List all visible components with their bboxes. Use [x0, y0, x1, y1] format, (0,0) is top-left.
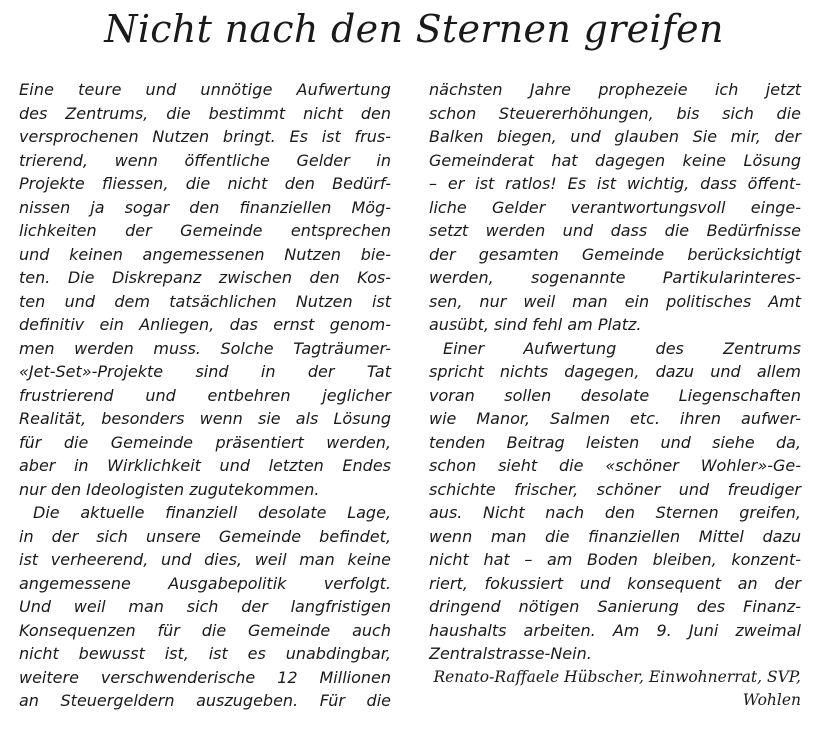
right-column-line: der gesamten Gemeinde berücksichtigt [429, 244, 801, 264]
left-column-line: in der sich unsere Gemeinde befindet, [19, 526, 391, 546]
signature-line: Wohlen [742, 691, 801, 709]
left-column-line: und keinen angemessenen Nutzen bie- [19, 244, 391, 264]
right-column-line: nicht hat – am Boden bleiben, konzent- [429, 550, 801, 569]
left-column-line: Realität, besonders wenn sie als Lösung [19, 409, 391, 428]
right-column-line: Gemeinderat hat dagegen keine Lösung [429, 150, 801, 170]
right-column-line: riert, fokussiert und konsequent an der [429, 573, 801, 593]
left-column-line: nissen ja sogar den finanziellen Mög- [19, 197, 391, 217]
right-column-line: liche Gelder verantwortungsvoll einge- [429, 197, 801, 217]
left-column-line: frustrierend und entbehren jeglicher [19, 385, 391, 405]
left-column-line: definitiv ein Anliegen, das ernst genom- [19, 315, 391, 334]
right-column-line: dringend nötigen Sanierung des Finanz- [429, 597, 801, 616]
right-column-line: Balken biegen, und glauben Sie mir, der [429, 127, 801, 146]
left-column-line: aber in Wirklichkeit und letzten Endes [19, 456, 391, 475]
right-column-line: schichte frischer, schöner und freudiger [429, 479, 801, 499]
right-column-line: Zentralstrasse-Nein. [429, 644, 592, 663]
right-column-line: voran sollen desolate Liegenschaften [429, 385, 801, 405]
left-column-line: men werden muss. Solche Tagträumer- [19, 338, 391, 358]
right-column-line: wie Manor, Salmen etc. ihren aufwer- [429, 409, 801, 428]
right-column-line: ausübt, sind fehl am Platz. [429, 315, 642, 334]
left-column-line: versprochenen Nutzen bringt. Es ist frus- [19, 127, 391, 146]
right-column-line: werden, sogenannte Partikularinteres- [429, 268, 801, 287]
left-column-line: Projekte fliessen, die nicht den Bedürf- [19, 174, 391, 193]
right-column-line: schon sieht die «schöner Wohler»-Ge- [429, 456, 801, 475]
left-column-line: trierend, wenn öffentliche Gelder in [19, 150, 391, 170]
right-column-line: Einer Aufwertung des Zentrums [443, 338, 801, 358]
left-column-line: für die Gemeinde präsentiert werden, [19, 432, 391, 452]
right-column-line: haushalts arbeiten. Am 9. Juni zweimal [429, 620, 801, 640]
left-column-line: des Zentrums, die bestimmt nicht den [19, 103, 391, 123]
right-column-line: spricht nichts dagegen, dazu und allem [429, 362, 801, 381]
left-text-column [19, 78, 391, 713]
right-column-line: tenden Beitrag leisten und siehe da, [429, 432, 801, 452]
left-column-line: ten und dem tatsächlichen Nutzen ist [19, 291, 391, 311]
left-column-line: Und weil man sich der langfristigen [19, 597, 391, 616]
left-column-line: nur den Ideologisten zugutekommen. [19, 479, 320, 499]
left-column-line: Die aktuelle finanziell desolate Lage, [33, 503, 391, 522]
left-column-line: ist verheerend, und dies, weil man keine [19, 550, 391, 569]
right-column-line: aus. Nicht nach den Sternen greifen, [429, 503, 801, 522]
signature-line: Renato-Raffaele Hübscher, Einwohnerrat, SVP, [433, 667, 801, 686]
left-column-line: Konsequenzen für die Gemeinde auch [19, 620, 391, 640]
left-column-line: angemessene Ausgabepolitik verfolgt. [19, 573, 391, 593]
left-column-line: ten. Die Diskrepanz zwischen den Kos- [19, 268, 391, 287]
right-column-line: – er ist ratlos! Es ist wichtig, dass öffent- [429, 174, 801, 193]
left-column-line: an Steuergeldern auszugeben. Für die [19, 691, 391, 710]
left-column-line: lichkeiten der Gemeinde entsprechen [19, 221, 391, 240]
right-column-line: sen, nur weil man ein politisches Amt [429, 291, 801, 311]
right-column-line: setzt werden und dass die Bedürfnisse [429, 221, 801, 240]
left-column-line: «Jet-Set»-Projekte sind in der Tat [19, 362, 391, 381]
right-column-line: nächsten Jahre prophezeie ich jetzt [429, 80, 801, 99]
right-text-column [429, 78, 801, 713]
right-column-line: wenn man die finanziellen Mittel dazu [429, 526, 801, 546]
left-column-line: Eine teure und unnötige Aufwertung [19, 80, 391, 99]
article-title: Nicht nach den Sternen greifen [104, 7, 724, 51]
left-column-line: nicht bewusst ist, ist es unabdingbar, [19, 644, 391, 663]
left-column-line: weitere verschwenderische 12 Millionen [19, 667, 391, 687]
right-column-line: schon Steuererhöhungen, bis sich die [429, 103, 801, 123]
